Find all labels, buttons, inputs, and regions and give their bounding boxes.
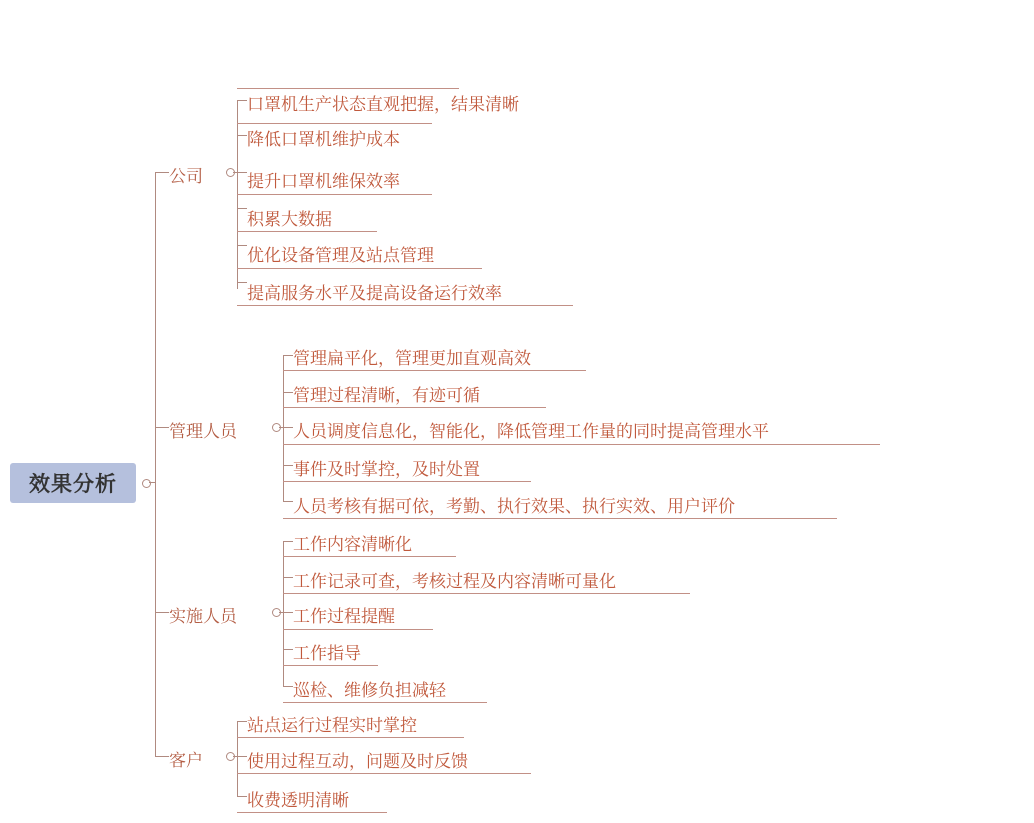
leaf-label-implementers-1[interactable]: 工作记录可查，考核过程及内容清晰可量化 [293,572,616,591]
leaf-line-company-3 [237,208,247,209]
leaf-underline-customers-2 [237,812,387,813]
leaf-line-company-1 [237,135,247,136]
leaf-line-customers-2 [237,796,247,797]
root-trunk-line [155,172,156,756]
leaf-label-managers-2[interactable]: 人员调度信息化，智能化，降低管理工作量的同时提高管理水平 [293,422,769,441]
leaf-underline-company-0 [237,88,459,89]
leaf-label-managers-0[interactable]: 管理扁平化，管理更加直观高效 [293,349,531,368]
leaf-underline-implementers-1 [283,593,690,594]
leaf-underline-customers-1 [237,773,531,774]
leaf-label-implementers-0[interactable]: 工作内容清晰化 [293,535,412,554]
branch-line-company [155,172,169,173]
leaf-label-company-4[interactable]: 优化设备管理及站点管理 [247,246,434,265]
leaf-underline-managers-0 [283,370,586,371]
leaf-line-company-5 [237,282,247,283]
root-node[interactable] [10,463,136,503]
leaf-underline-implementers-3 [283,665,378,666]
leaf-underline-company-2 [237,194,432,195]
leaf-line-managers-3 [283,465,293,466]
branch-label-implementers[interactable]: 实施人员 [169,607,237,626]
leaf-label-customers-0[interactable]: 站点运行过程实时掌控 [247,716,417,735]
leaf-line-implementers-0 [283,541,293,542]
subtrunk-managers [283,355,284,501]
branch-label-company[interactable]: 公司 [169,167,203,186]
leaf-underline-company-3 [237,231,377,232]
root-connector-line [149,482,156,483]
leaf-line-company-4 [237,245,247,246]
leaf-line-company-0 [237,100,247,101]
leaf-underline-company-4 [237,268,482,269]
leaf-label-managers-1[interactable]: 管理过程清晰，有迹可循 [293,386,480,405]
leaf-underline-company-5 [237,305,573,306]
leaf-line-managers-1 [283,392,293,393]
root-node-label: 效果分析 [29,473,117,496]
leaf-underline-implementers-0 [283,556,456,557]
branch-label-managers[interactable]: 管理人员 [169,422,237,441]
leaf-label-managers-4[interactable]: 人员考核有据可依，考勤、执行效果、执行实效、用户评价 [293,497,735,516]
leaf-underline-managers-3 [283,481,531,482]
branch-line-implementers [155,612,169,613]
leaf-line-customers-0 [237,721,247,722]
leaf-underline-customers-0 [237,737,464,738]
leaf-underline-implementers-2 [283,629,433,630]
leaf-line-implementers-1 [283,577,293,578]
leaf-label-implementers-3[interactable]: 工作指导 [293,644,361,663]
leaf-line-managers-4 [283,501,293,502]
leaf-label-company-1[interactable]: 降低口罩机维护成本 [247,130,400,149]
leaf-label-customers-1[interactable]: 使用过程互动，问题及时反馈 [247,752,468,771]
leaf-line-implementers-2 [283,612,293,613]
leaf-underline-managers-1 [283,407,546,408]
leaf-line-customers-1 [237,756,247,757]
branch-line-customers [155,756,169,757]
leaf-line-implementers-4 [283,686,293,687]
root-collapse-dot[interactable] [142,479,151,488]
leaf-underline-managers-2 [283,444,880,445]
subtrunk-customers [237,721,238,796]
leaf-label-company-5[interactable]: 提高服务水平及提高设备运行效率 [247,284,502,303]
leaf-label-company-3[interactable]: 积累大数据 [247,210,332,229]
leaf-label-customers-2[interactable]: 收费透明清晰 [247,791,349,810]
leaf-label-company-0[interactable]: 口罩机生产状态直观把握，结果清晰 [247,95,519,114]
leaf-label-company-2[interactable]: 提升口罩机维保效率 [247,172,400,191]
leaf-line-company-2 [237,172,247,173]
leaf-label-implementers-2[interactable]: 工作过程提醒 [293,607,395,626]
leaf-label-managers-3[interactable]: 事件及时掌控，及时处置 [293,460,480,479]
leaf-label-implementers-4[interactable]: 巡检、维修负担减轻 [293,681,446,700]
leaf-underline-company-1 [237,123,432,124]
branch-line-managers [155,427,169,428]
leaf-underline-implementers-4 [283,702,487,703]
branch-label-customers[interactable]: 客户 [169,751,203,770]
leaf-line-implementers-3 [283,649,293,650]
leaf-underline-managers-4 [283,518,837,519]
leaf-line-managers-2 [283,427,293,428]
leaf-line-managers-0 [283,355,293,356]
